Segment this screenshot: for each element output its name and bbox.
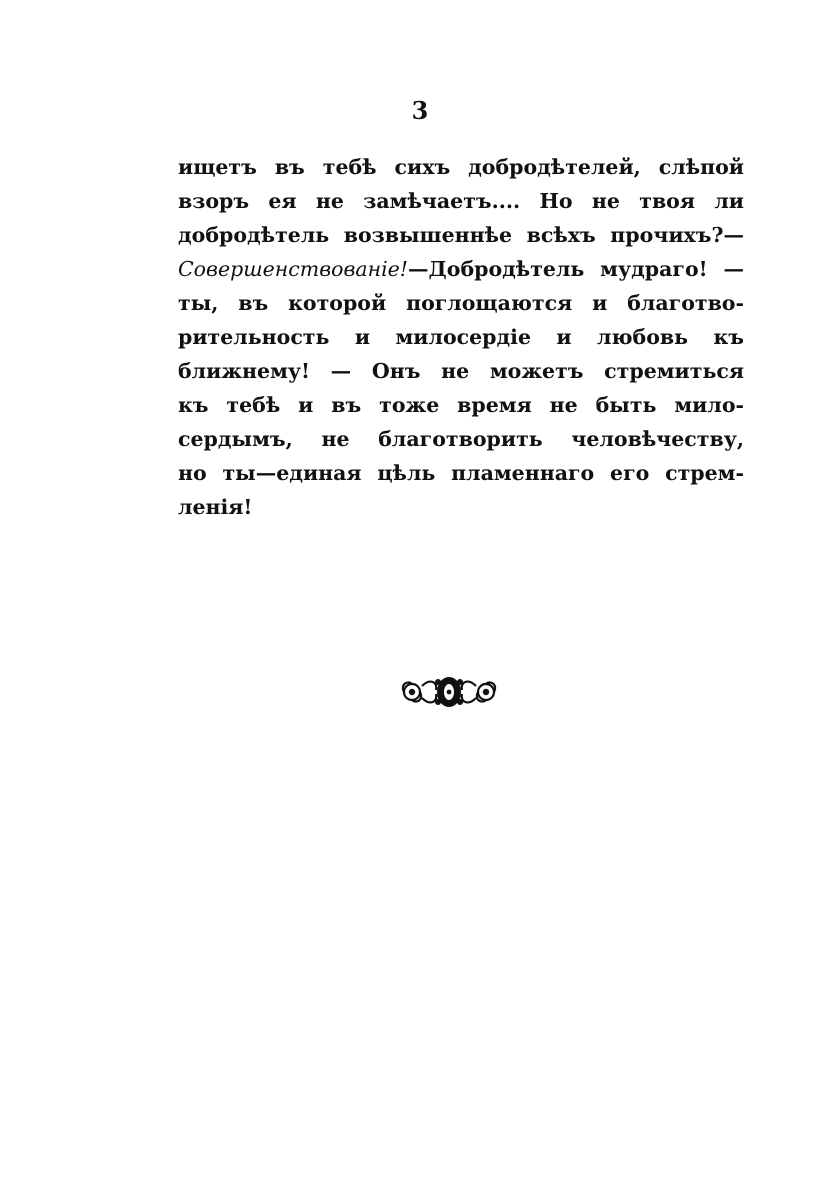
page-number: 3 xyxy=(411,96,429,125)
text-line-4 xyxy=(178,252,744,286)
body-text xyxy=(178,150,744,524)
text-line-8: къ тебѣ и въ тоже время не быть мило- xyxy=(178,393,744,417)
text-line-6: рительность и милосердіе и любовь къ xyxy=(178,325,744,349)
floral-ornament-icon xyxy=(398,672,500,712)
text-line-7: ближнему! — Онъ не можетъ стремиться xyxy=(178,359,744,383)
text-line-2: взоръ ея не замѣчаетъ.... Но не твоя ли xyxy=(178,189,744,213)
text-line-3: добродѣтель возвышеннѣе всѣхъ прочихъ?— xyxy=(178,223,744,247)
italic-term: Совершенствованіе! xyxy=(178,257,409,281)
text-line-1: ищетъ въ тебѣ сихъ добродѣтелей, слѣпой xyxy=(178,155,744,179)
text-line-9: сердымъ, не благотворить человѣчеству, xyxy=(178,427,744,451)
text-line-4-rest: —Добродѣтель мудраго! — xyxy=(408,257,744,281)
text-line-11: ленія! xyxy=(178,495,253,519)
text-line-5: ты, въ которой поглощаются и благотво- xyxy=(178,291,744,315)
text-line-10: но ты—единая цѣль пламеннаго его стрем- xyxy=(178,461,744,485)
